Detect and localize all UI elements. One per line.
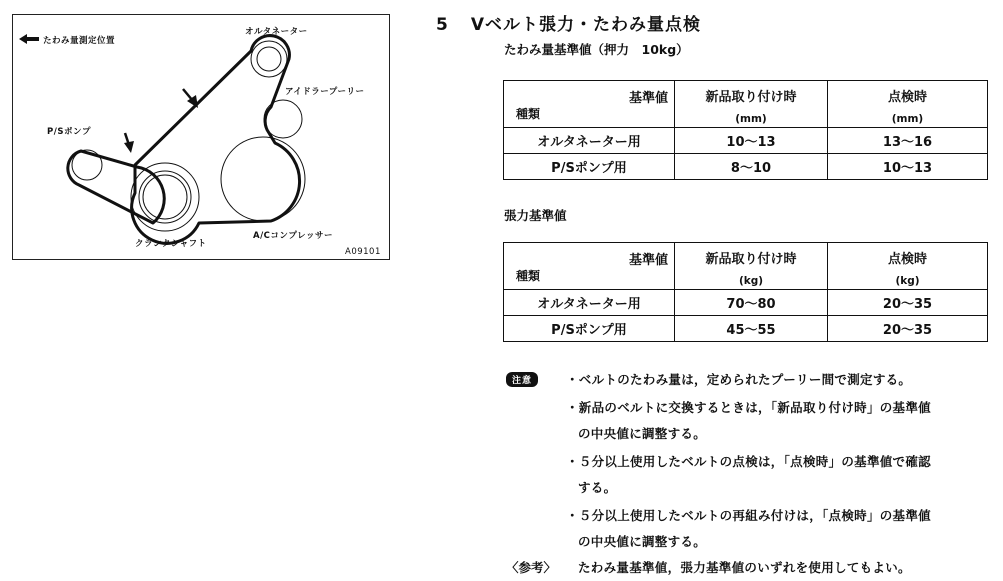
idler-pulley: [264, 100, 302, 138]
table-corner-cell: [504, 81, 675, 128]
row-new-value: 8〜10: [675, 154, 828, 180]
table-row: [504, 154, 988, 180]
measure-arrow-icon: [124, 133, 134, 153]
reference-label: 〈参考〉: [506, 560, 557, 575]
row-new-value: 70〜80: [675, 290, 828, 316]
legend-arrow-icon: [19, 34, 39, 44]
alternator-pulley: [251, 41, 287, 77]
row-type: P/Sポンプ用: [504, 154, 675, 180]
row-type: P/Sポンプ用: [504, 316, 675, 342]
table-corner-cell: [504, 243, 675, 290]
section-title-text: Vベルト張力・たわみ量点検: [470, 15, 701, 35]
table-row: [504, 290, 988, 316]
column-header-new: 新品取り付け時 (mm): [675, 81, 828, 128]
column-header-check: 点検時 (kg): [828, 243, 988, 290]
table-header-row: [504, 81, 988, 128]
table-row: [504, 316, 988, 342]
corner-top-label: 基準値: [628, 253, 668, 268]
column-header-check: 点検時 (mm): [828, 81, 988, 128]
row-check-value: 13〜16: [828, 128, 988, 154]
row-check-value: 10〜13: [828, 154, 988, 180]
table-row: [504, 128, 988, 154]
row-type: オルタネーター用: [504, 128, 675, 154]
row-type: オルタネーター用: [504, 290, 675, 316]
corner-top-label: 基準値: [628, 91, 668, 106]
note-line: する。: [578, 480, 617, 495]
idler-pulley-label: アイドラープーリー: [285, 87, 365, 97]
alternator-label: オルタネーター: [245, 27, 308, 37]
deflection-title: たわみ量基準値: [504, 42, 592, 57]
table-header-row: [504, 243, 988, 290]
belt-layout-diagram: [12, 14, 390, 260]
corner-bottom-label: 種類: [516, 107, 541, 121]
belt-diagram-drawing: [13, 15, 389, 259]
crankshaft-label: クランクシャフト: [135, 239, 207, 249]
row-check-value: 20〜35: [828, 316, 988, 342]
note-line: の中央値に調整する。: [578, 426, 707, 441]
reference-text: たわみ量基準値，張力基準値のいずれを使用してもよい。: [578, 560, 911, 575]
row-new-value: 45〜55: [675, 316, 828, 342]
section-number: 5: [436, 15, 449, 35]
ps-pump-label: P/Sポンプ: [47, 127, 91, 137]
section-title: [436, 10, 701, 35]
tension-subheading: 張力基準値: [504, 208, 567, 223]
row-check-value: 20〜35: [828, 290, 988, 316]
ac-compressor-label: A/Cコンプレッサー: [253, 231, 333, 241]
figure-code: A09101: [345, 247, 381, 257]
caution-badge: 注意: [506, 372, 538, 387]
column-header-new: 新品取り付け時 (kg): [675, 243, 828, 290]
row-new-value: 10〜13: [675, 128, 828, 154]
note-line: ・ベルトのたわみ量は，定められたプーリー間で測定する。: [566, 372, 912, 387]
ps-pump-pulley: [72, 150, 102, 180]
measure-arrow-icon: [183, 89, 198, 108]
note-line: ・新品のベルトに交換するときは，「新品取り付け時」の基準値: [566, 400, 931, 415]
deflection-table: [503, 80, 988, 180]
note-line: ・５分以上使用したベルトの点検は，「点検時」の基準値で確認: [566, 454, 931, 469]
v-belt: [68, 36, 300, 244]
deflection-condition: （押力 10kg）: [591, 42, 689, 57]
deflection-subheading: [504, 40, 689, 58]
ac-compressor-pulley: [221, 137, 305, 221]
note-line: の中央値に調整する。: [578, 534, 707, 549]
tension-table: [503, 242, 988, 342]
note-line: ・５分以上使用したベルトの再組み付けは，「点検時」の基準値: [566, 508, 931, 523]
corner-bottom-label: 種類: [516, 269, 541, 283]
measure-position-label: たわみ量測定位置: [43, 36, 116, 46]
